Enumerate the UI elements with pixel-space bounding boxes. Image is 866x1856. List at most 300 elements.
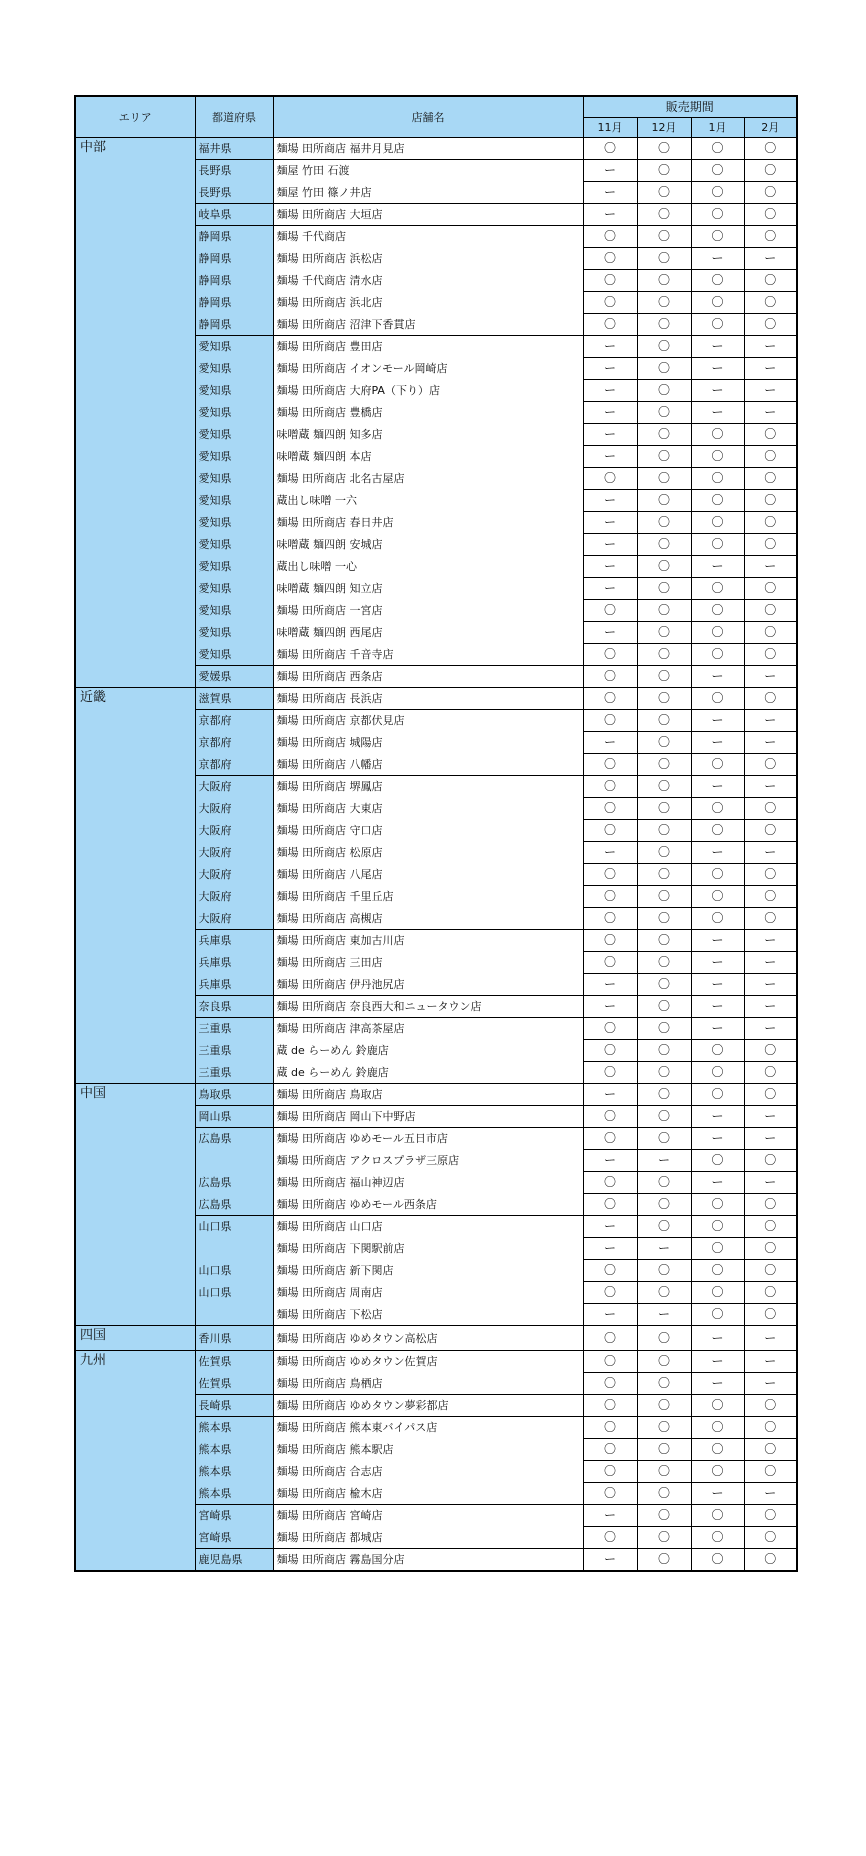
- available-mark: 〇: [637, 688, 691, 710]
- prefecture-cell: 香川県: [195, 1326, 273, 1351]
- available-mark: 〇: [583, 908, 637, 930]
- prefecture-cell: 長崎県: [195, 1395, 273, 1417]
- store-name-cell: 味噌蔵 麺四朗 知立店: [273, 578, 583, 600]
- available-mark: 〇: [744, 908, 797, 930]
- available-mark: 〇: [744, 182, 797, 204]
- available-mark: 〇: [637, 930, 691, 952]
- unavailable-mark: ー: [583, 358, 637, 380]
- available-mark: 〇: [691, 138, 744, 160]
- store-sales-table: [74, 95, 798, 1572]
- available-mark: 〇: [583, 1282, 637, 1304]
- available-mark: 〇: [637, 1106, 691, 1128]
- available-mark: 〇: [744, 314, 797, 336]
- available-mark: 〇: [744, 622, 797, 644]
- prefecture-cell: 愛知県: [195, 578, 273, 600]
- header-month: 2月: [744, 118, 797, 138]
- available-mark: 〇: [637, 226, 691, 248]
- available-mark: 〇: [691, 886, 744, 908]
- available-mark: 〇: [691, 1260, 744, 1282]
- prefecture-cell: [195, 1150, 273, 1172]
- prefecture-cell: 愛知県: [195, 600, 273, 622]
- prefecture-cell: 愛知県: [195, 446, 273, 468]
- available-mark: 〇: [744, 1260, 797, 1282]
- unavailable-mark: ー: [691, 1326, 744, 1351]
- store-name-cell: 麺場 田所商店 福山神辺店: [273, 1172, 583, 1194]
- available-mark: 〇: [637, 468, 691, 490]
- available-mark: 〇: [583, 1106, 637, 1128]
- prefecture-cell: 愛媛県: [195, 666, 273, 688]
- available-mark: 〇: [583, 930, 637, 952]
- available-mark: 〇: [583, 864, 637, 886]
- unavailable-mark: ー: [583, 534, 637, 556]
- available-mark: 〇: [583, 292, 637, 314]
- prefecture-cell: 愛知県: [195, 644, 273, 666]
- prefecture-cell: 広島県: [195, 1128, 273, 1150]
- prefecture-cell: 広島県: [195, 1172, 273, 1194]
- prefecture-cell: 岡山県: [195, 1106, 273, 1128]
- unavailable-mark: ー: [691, 1018, 744, 1040]
- store-name-cell: 麺場 田所商店 ゆめタウン佐賀店: [273, 1351, 583, 1373]
- header-area: エリア: [75, 96, 195, 138]
- available-mark: 〇: [744, 1439, 797, 1461]
- unavailable-mark: ー: [583, 490, 637, 512]
- available-mark: 〇: [583, 1461, 637, 1483]
- store-name-cell: 味噌蔵 麺四朗 本店: [273, 446, 583, 468]
- available-mark: 〇: [744, 1549, 797, 1572]
- unavailable-mark: ー: [583, 182, 637, 204]
- unavailable-mark: ー: [691, 842, 744, 864]
- available-mark: 〇: [637, 622, 691, 644]
- available-mark: 〇: [637, 1326, 691, 1351]
- store-name-cell: 麺場 田所商店 鳥栖店: [273, 1373, 583, 1395]
- prefecture-cell: 佐賀県: [195, 1373, 273, 1395]
- store-name-cell: 麺場 田所商店 八尾店: [273, 864, 583, 886]
- available-mark: 〇: [691, 688, 744, 710]
- available-mark: 〇: [691, 644, 744, 666]
- store-name-cell: 麺場 田所商店 大東店: [273, 798, 583, 820]
- available-mark: 〇: [744, 688, 797, 710]
- prefecture-cell: 愛知県: [195, 380, 273, 402]
- store-name-cell: 麺場 田所商店 下関駅前店: [273, 1238, 583, 1260]
- unavailable-mark: ー: [744, 666, 797, 688]
- prefecture-cell: 大阪府: [195, 820, 273, 842]
- available-mark: 〇: [637, 1172, 691, 1194]
- store-name-cell: 蔵 de らーめん 鈴鹿店: [273, 1040, 583, 1062]
- unavailable-mark: ー: [691, 380, 744, 402]
- available-mark: 〇: [637, 160, 691, 182]
- available-mark: 〇: [583, 820, 637, 842]
- prefecture-cell: 宮崎県: [195, 1527, 273, 1549]
- table-row: [75, 138, 797, 160]
- prefecture-cell: 熊本県: [195, 1417, 273, 1439]
- prefecture-cell: 熊本県: [195, 1461, 273, 1483]
- store-name-cell: 麺場 田所商店 奈良西大和ニュータウン店: [273, 996, 583, 1018]
- store-name-cell: 麺場 田所商店 高槻店: [273, 908, 583, 930]
- available-mark: 〇: [583, 886, 637, 908]
- available-mark: 〇: [583, 248, 637, 270]
- available-mark: 〇: [637, 1128, 691, 1150]
- unavailable-mark: ー: [691, 1483, 744, 1505]
- available-mark: 〇: [744, 600, 797, 622]
- available-mark: 〇: [637, 270, 691, 292]
- available-mark: 〇: [691, 270, 744, 292]
- unavailable-mark: ー: [583, 1150, 637, 1172]
- available-mark: 〇: [691, 226, 744, 248]
- available-mark: 〇: [583, 1417, 637, 1439]
- store-name-cell: 麺場 田所商店 熊本東バイパス店: [273, 1417, 583, 1439]
- unavailable-mark: ー: [744, 974, 797, 996]
- available-mark: 〇: [744, 446, 797, 468]
- available-mark: 〇: [691, 292, 744, 314]
- available-mark: 〇: [637, 798, 691, 820]
- store-name-cell: 麺場 田所商店 大府PA（下り）店: [273, 380, 583, 402]
- store-name-cell: 麺場 田所商店 下松店: [273, 1304, 583, 1326]
- available-mark: 〇: [637, 952, 691, 974]
- store-name-cell: 麺場 田所商店 東加古川店: [273, 930, 583, 952]
- available-mark: 〇: [691, 534, 744, 556]
- available-mark: 〇: [691, 1216, 744, 1238]
- store-name-cell: 麺屋 竹田 篠ノ井店: [273, 182, 583, 204]
- prefecture-cell: 滋賀県: [195, 688, 273, 710]
- available-mark: 〇: [583, 1260, 637, 1282]
- table-row: [75, 1326, 797, 1351]
- available-mark: 〇: [691, 512, 744, 534]
- prefecture-cell: 岐阜県: [195, 204, 273, 226]
- table-header: [75, 96, 797, 138]
- prefecture-cell: 愛知県: [195, 424, 273, 446]
- unavailable-mark: ー: [691, 1172, 744, 1194]
- available-mark: 〇: [744, 1461, 797, 1483]
- store-name-cell: 麺場 田所商店 三田店: [273, 952, 583, 974]
- available-mark: 〇: [691, 1150, 744, 1172]
- area-cell: 近畿: [75, 688, 195, 1084]
- available-mark: 〇: [637, 292, 691, 314]
- store-name-cell: 麺屋 竹田 石渡: [273, 160, 583, 182]
- available-mark: 〇: [744, 864, 797, 886]
- prefecture-cell: 兵庫県: [195, 974, 273, 996]
- available-mark: 〇: [583, 710, 637, 732]
- unavailable-mark: ー: [583, 996, 637, 1018]
- store-name-cell: 麺場 千代商店: [273, 226, 583, 248]
- unavailable-mark: ー: [744, 358, 797, 380]
- unavailable-mark: ー: [744, 336, 797, 358]
- available-mark: 〇: [691, 600, 744, 622]
- unavailable-mark: ー: [744, 1351, 797, 1373]
- available-mark: 〇: [637, 974, 691, 996]
- available-mark: 〇: [583, 138, 637, 160]
- prefecture-cell: 鹿児島県: [195, 1549, 273, 1572]
- unavailable-mark: ー: [744, 556, 797, 578]
- sales-period-sheet: [74, 95, 796, 1572]
- available-mark: 〇: [691, 864, 744, 886]
- prefecture-cell: 愛知県: [195, 512, 273, 534]
- available-mark: 〇: [691, 1194, 744, 1216]
- store-name-cell: 麺場 田所商店 山口店: [273, 1216, 583, 1238]
- available-mark: 〇: [583, 798, 637, 820]
- store-name-cell: 蔵 de らーめん 鈴鹿店: [273, 1062, 583, 1084]
- prefecture-cell: 大阪府: [195, 886, 273, 908]
- store-name-cell: 麺場 田所商店 大垣店: [273, 204, 583, 226]
- available-mark: 〇: [691, 182, 744, 204]
- unavailable-mark: ー: [691, 402, 744, 424]
- available-mark: 〇: [637, 1194, 691, 1216]
- available-mark: 〇: [637, 248, 691, 270]
- available-mark: 〇: [744, 468, 797, 490]
- unavailable-mark: ー: [744, 732, 797, 754]
- available-mark: 〇: [691, 1040, 744, 1062]
- available-mark: 〇: [744, 1282, 797, 1304]
- unavailable-mark: ー: [744, 710, 797, 732]
- header-month: 12月: [637, 118, 691, 138]
- store-name-cell: 麺場 田所商店 浜松店: [273, 248, 583, 270]
- store-name-cell: 麺場 田所商店 津高茶屋店: [273, 1018, 583, 1040]
- unavailable-mark: ー: [744, 776, 797, 798]
- available-mark: 〇: [691, 1439, 744, 1461]
- available-mark: 〇: [637, 600, 691, 622]
- prefecture-cell: 愛知県: [195, 468, 273, 490]
- unavailable-mark: ー: [691, 1106, 744, 1128]
- unavailable-mark: ー: [583, 336, 637, 358]
- available-mark: 〇: [744, 1505, 797, 1527]
- prefecture-cell: 静岡県: [195, 226, 273, 248]
- unavailable-mark: ー: [583, 1304, 637, 1326]
- available-mark: 〇: [744, 270, 797, 292]
- store-name-cell: 麺場 田所商店 周南店: [273, 1282, 583, 1304]
- header-prefecture: 都道府県: [195, 96, 273, 138]
- available-mark: 〇: [637, 1216, 691, 1238]
- available-mark: 〇: [637, 776, 691, 798]
- available-mark: 〇: [691, 798, 744, 820]
- store-name-cell: 麺場 田所商店 城陽店: [273, 732, 583, 754]
- prefecture-cell: 福井県: [195, 138, 273, 160]
- available-mark: 〇: [744, 1417, 797, 1439]
- store-name-cell: 麺場 田所商店 ゆめモール西条店: [273, 1194, 583, 1216]
- available-mark: 〇: [637, 710, 691, 732]
- unavailable-mark: ー: [583, 578, 637, 600]
- available-mark: 〇: [691, 468, 744, 490]
- unavailable-mark: ー: [583, 1238, 637, 1260]
- store-name-cell: 麺場 田所商店 一宮店: [273, 600, 583, 622]
- available-mark: 〇: [691, 1505, 744, 1527]
- prefecture-cell: 長野県: [195, 160, 273, 182]
- available-mark: 〇: [744, 1238, 797, 1260]
- unavailable-mark: ー: [744, 1106, 797, 1128]
- unavailable-mark: ー: [691, 930, 744, 952]
- available-mark: 〇: [637, 1505, 691, 1527]
- prefecture-cell: 愛知県: [195, 402, 273, 424]
- available-mark: 〇: [637, 908, 691, 930]
- prefecture-cell: 熊本県: [195, 1439, 273, 1461]
- available-mark: 〇: [637, 644, 691, 666]
- prefecture-cell: 山口県: [195, 1216, 273, 1238]
- unavailable-mark: ー: [583, 160, 637, 182]
- prefecture-cell: 大阪府: [195, 864, 273, 886]
- available-mark: 〇: [637, 842, 691, 864]
- available-mark: 〇: [583, 1373, 637, 1395]
- available-mark: 〇: [583, 226, 637, 248]
- store-name-cell: 麺場 田所商店 長浜店: [273, 688, 583, 710]
- unavailable-mark: ー: [691, 556, 744, 578]
- prefecture-cell: 兵庫県: [195, 930, 273, 952]
- prefecture-cell: [195, 1238, 273, 1260]
- unavailable-mark: ー: [691, 358, 744, 380]
- available-mark: 〇: [583, 1128, 637, 1150]
- unavailable-mark: ー: [744, 402, 797, 424]
- store-name-cell: 麺場 田所商店 ゆめタウン夢彩都店: [273, 1395, 583, 1417]
- prefecture-cell: [195, 1304, 273, 1326]
- available-mark: 〇: [583, 468, 637, 490]
- prefecture-cell: 山口県: [195, 1260, 273, 1282]
- available-mark: 〇: [691, 1084, 744, 1106]
- available-mark: 〇: [691, 908, 744, 930]
- available-mark: 〇: [744, 754, 797, 776]
- unavailable-mark: ー: [691, 996, 744, 1018]
- prefecture-cell: 静岡県: [195, 270, 273, 292]
- available-mark: 〇: [637, 1260, 691, 1282]
- store-name-cell: 麺場 田所商店 伊丹池尻店: [273, 974, 583, 996]
- unavailable-mark: ー: [691, 732, 744, 754]
- store-name-cell: 麺場 田所商店 西条店: [273, 666, 583, 688]
- store-name-cell: 麺場 田所商店 浜北店: [273, 292, 583, 314]
- table-body: [75, 138, 797, 1572]
- store-name-cell: 麺場 田所商店 イオンモール岡崎店: [273, 358, 583, 380]
- available-mark: 〇: [637, 534, 691, 556]
- area-cell: 中部: [75, 138, 195, 688]
- unavailable-mark: ー: [691, 776, 744, 798]
- available-mark: 〇: [637, 1282, 691, 1304]
- available-mark: 〇: [744, 798, 797, 820]
- store-name-cell: 麺場 田所商店 堺鳳店: [273, 776, 583, 798]
- prefecture-cell: 愛知県: [195, 534, 273, 556]
- area-cell: 九州: [75, 1351, 195, 1572]
- available-mark: 〇: [691, 754, 744, 776]
- available-mark: 〇: [583, 1483, 637, 1505]
- available-mark: 〇: [583, 1439, 637, 1461]
- available-mark: 〇: [637, 446, 691, 468]
- available-mark: 〇: [744, 424, 797, 446]
- available-mark: 〇: [583, 754, 637, 776]
- available-mark: 〇: [637, 1351, 691, 1373]
- store-name-cell: 麺場 田所商店 豊橋店: [273, 402, 583, 424]
- available-mark: 〇: [744, 820, 797, 842]
- available-mark: 〇: [583, 1194, 637, 1216]
- available-mark: 〇: [691, 1549, 744, 1572]
- available-mark: 〇: [744, 644, 797, 666]
- available-mark: 〇: [744, 1194, 797, 1216]
- available-mark: 〇: [583, 600, 637, 622]
- store-name-cell: 味噌蔵 麺四朗 知多店: [273, 424, 583, 446]
- store-name-cell: 味噌蔵 麺四朗 安城店: [273, 534, 583, 556]
- unavailable-mark: ー: [583, 1084, 637, 1106]
- store-name-cell: 麺場 田所商店 宮崎店: [273, 1505, 583, 1527]
- prefecture-cell: 兵庫県: [195, 952, 273, 974]
- unavailable-mark: ー: [744, 842, 797, 864]
- store-name-cell: 麺場 田所商店 ゆめタウン高松店: [273, 1326, 583, 1351]
- store-name-cell: 麺場 田所商店 福井月見店: [273, 138, 583, 160]
- available-mark: 〇: [637, 1549, 691, 1572]
- available-mark: 〇: [637, 204, 691, 226]
- area-cell: 四国: [75, 1326, 195, 1351]
- unavailable-mark: ー: [583, 424, 637, 446]
- unavailable-mark: ー: [583, 1505, 637, 1527]
- unavailable-mark: ー: [744, 1483, 797, 1505]
- prefecture-cell: 大阪府: [195, 842, 273, 864]
- available-mark: 〇: [744, 886, 797, 908]
- unavailable-mark: ー: [744, 1373, 797, 1395]
- header-store-name: 店舗名: [273, 96, 583, 138]
- available-mark: 〇: [637, 1373, 691, 1395]
- prefecture-cell: 大阪府: [195, 908, 273, 930]
- available-mark: 〇: [744, 1216, 797, 1238]
- available-mark: 〇: [637, 358, 691, 380]
- store-name-cell: 麺場 田所商店 都城店: [273, 1527, 583, 1549]
- prefecture-cell: 三重県: [195, 1040, 273, 1062]
- available-mark: 〇: [691, 820, 744, 842]
- available-mark: 〇: [744, 1084, 797, 1106]
- unavailable-mark: ー: [691, 1128, 744, 1150]
- store-name-cell: 麺場 田所商店 霧島国分店: [273, 1549, 583, 1572]
- available-mark: 〇: [691, 1527, 744, 1549]
- available-mark: 〇: [637, 1527, 691, 1549]
- available-mark: 〇: [583, 666, 637, 688]
- available-mark: 〇: [744, 1040, 797, 1062]
- available-mark: 〇: [583, 270, 637, 292]
- unavailable-mark: ー: [583, 732, 637, 754]
- unavailable-mark: ー: [691, 974, 744, 996]
- available-mark: 〇: [583, 1326, 637, 1351]
- available-mark: 〇: [744, 138, 797, 160]
- available-mark: 〇: [583, 952, 637, 974]
- available-mark: 〇: [744, 534, 797, 556]
- area-cell: 中国: [75, 1084, 195, 1326]
- available-mark: 〇: [691, 1282, 744, 1304]
- unavailable-mark: ー: [744, 380, 797, 402]
- available-mark: 〇: [637, 996, 691, 1018]
- prefecture-cell: 愛知県: [195, 490, 273, 512]
- unavailable-mark: ー: [583, 380, 637, 402]
- unavailable-mark: ー: [691, 710, 744, 732]
- available-mark: 〇: [744, 1527, 797, 1549]
- prefecture-cell: 広島県: [195, 1194, 273, 1216]
- available-mark: 〇: [637, 1084, 691, 1106]
- available-mark: 〇: [744, 1062, 797, 1084]
- available-mark: 〇: [637, 138, 691, 160]
- store-name-cell: 麺場 田所商店 楡木店: [273, 1483, 583, 1505]
- available-mark: 〇: [637, 864, 691, 886]
- unavailable-mark: ー: [691, 952, 744, 974]
- available-mark: 〇: [691, 1304, 744, 1326]
- available-mark: 〇: [583, 644, 637, 666]
- store-name-cell: 麺場 田所商店 沼津下香貫店: [273, 314, 583, 336]
- prefecture-cell: 佐賀県: [195, 1351, 273, 1373]
- available-mark: 〇: [637, 402, 691, 424]
- prefecture-cell: 三重県: [195, 1018, 273, 1040]
- prefecture-cell: 静岡県: [195, 248, 273, 270]
- prefecture-cell: 静岡県: [195, 292, 273, 314]
- available-mark: 〇: [637, 732, 691, 754]
- available-mark: 〇: [637, 182, 691, 204]
- store-name-cell: 麺場 田所商店 北名古屋店: [273, 468, 583, 490]
- prefecture-cell: 京都府: [195, 754, 273, 776]
- available-mark: 〇: [637, 1062, 691, 1084]
- available-mark: 〇: [583, 1395, 637, 1417]
- available-mark: 〇: [583, 1040, 637, 1062]
- unavailable-mark: ー: [583, 842, 637, 864]
- available-mark: 〇: [583, 1527, 637, 1549]
- available-mark: 〇: [691, 446, 744, 468]
- header-month: 1月: [691, 118, 744, 138]
- available-mark: 〇: [744, 490, 797, 512]
